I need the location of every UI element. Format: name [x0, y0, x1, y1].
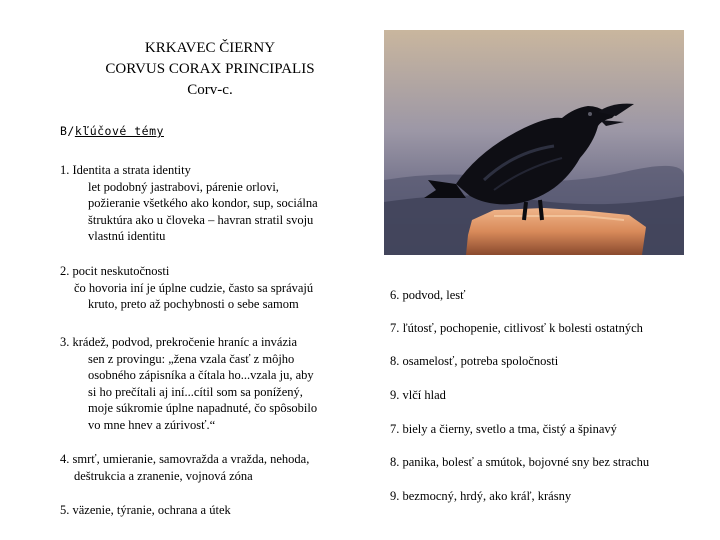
theme-line: čo hovoria iní je úplne cudzie, často sa správajú: [74, 280, 314, 295]
theme-line: let podobný jastrabovi, párenie orlovi,: [88, 179, 279, 194]
theme-heading: 5. väzenie, týranie, ochrana a útek: [60, 503, 231, 517]
theme-text: [60, 351, 360, 434]
theme-item-6: 6. podvod, lesť: [390, 288, 466, 302]
raven-photo: [384, 30, 684, 255]
theme-line: kruto, preto až pochybnosti o sebe samom: [88, 297, 299, 311]
theme-item-9b: 9. bezmocný, hrdý, ako kráľ, krásny: [390, 489, 572, 503]
title-common-name: KRKAVEC ČIERNY: [144, 40, 276, 56]
title-block: [60, 38, 360, 101]
theme-text: [60, 280, 360, 313]
section-heading: [60, 124, 164, 138]
theme-line: štruktúra ako u človeka – havran stratil svoju: [88, 212, 314, 227]
theme-item-9: 9. vlčí hlad: [390, 388, 446, 402]
theme-line: osobného zápisníka a čítala ho...vzala ju, aby: [88, 368, 314, 382]
theme-heading: 2. pocit neskutočnosti: [60, 264, 170, 278]
theme-heading: 4. smrť, umieranie, samovražda a vražda, nehoda,: [60, 452, 310, 466]
theme-item-4: [60, 451, 360, 484]
theme-line: si ho prečítali aj iní...cítil som sa ponížený,: [88, 384, 303, 399]
theme-line: deštrukcia a zranenie, vojnová zóna: [74, 468, 253, 483]
theme-item-1: [60, 162, 360, 245]
theme-text: [60, 179, 360, 245]
raven-on-rock-image: [384, 30, 684, 255]
theme-item-7: 7. ľútosť, pochopenie, citlivosť k bolesti ostatných: [390, 321, 643, 335]
theme-item-8b: 8. panika, bolesť a smútok, bojovné sny bez strachu: [390, 455, 650, 469]
title-abbreviation: Corv-c.: [187, 82, 233, 98]
theme-item-3: [60, 334, 360, 433]
theme-line: požieranie všetkého ako kondor, sup, sociálna: [88, 196, 318, 210]
section-label: kľúčové témy: [74, 124, 164, 138]
theme-item-2: [60, 263, 360, 313]
theme-text: [60, 468, 360, 485]
theme-item-5: [60, 502, 360, 519]
title-latin-name: CORVUS CORAX PRINCIPALIS: [105, 61, 315, 77]
theme-heading: 1. Identita a strata identity: [60, 163, 191, 177]
theme-line: vo mne hnev a zúrivosť.“: [88, 417, 216, 432]
theme-item-8: 8. osamelosť, potreba spoločnosti: [390, 354, 559, 368]
theme-line: vlastnú identitu: [88, 229, 166, 243]
theme-line: moje súkromie úplne napadnuté, čo spôsobilo: [88, 401, 318, 415]
theme-line: sen z provingu: „žena vzala časť z môjho: [88, 351, 295, 366]
theme-heading: 3. krádež, podvod, prekročenie hraníc a invázia: [60, 335, 298, 349]
theme-item-7b: 7. biely a čierny, svetlo a tma, čistý a špinavý: [390, 422, 617, 436]
section-prefix: B/: [60, 124, 75, 138]
